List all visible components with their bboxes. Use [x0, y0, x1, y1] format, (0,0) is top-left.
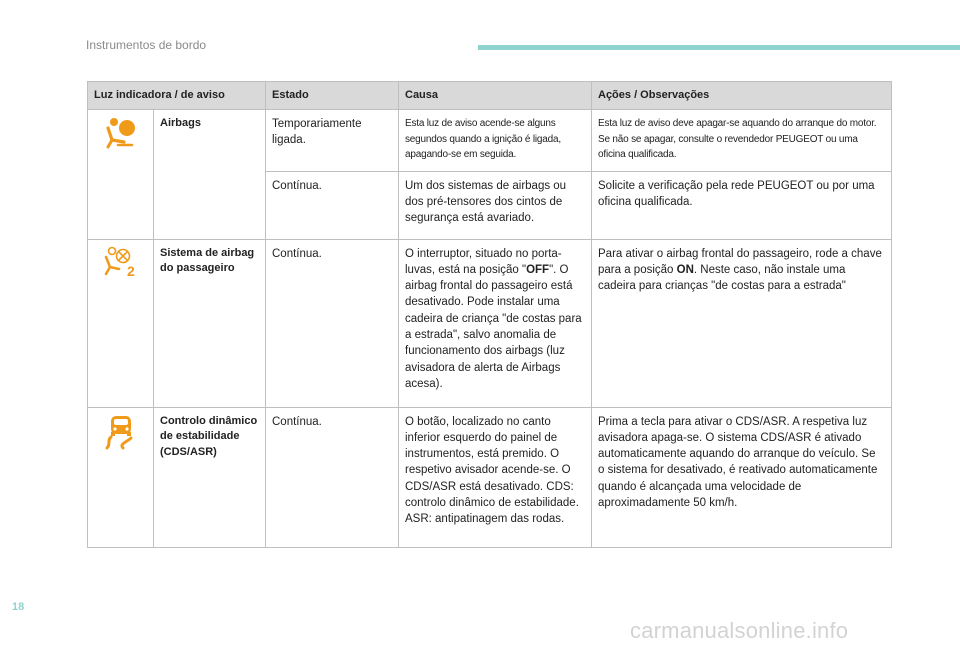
action-cell: Prima a tecla para ativar o CDS/ASR. A respetiva luz avisadora apaga-se. O sistema CDS/ASR é ativado automaticamente aquando do arranque do veículo. Se o sistema for desativado, é reativado automaticamente quando é alcançada uma velocidade de aproximadamente 50 km/h.: [592, 407, 892, 547]
lamp-cell: [88, 407, 154, 547]
action-cell: Esta luz de aviso deve apagar-se aquando do arranque do motor. Se não se apagar, consulte o revendedor PEUGEOT ou uma oficina qualificada.: [592, 110, 892, 172]
state-cell: Contínua.: [266, 239, 399, 407]
lamp-name: Airbags: [154, 110, 266, 240]
watermark: carmanualsonline.info: [630, 618, 849, 643]
column-header-cause: Causa: [399, 82, 592, 110]
table-header-row: [88, 82, 892, 110]
table-row: [88, 110, 892, 172]
page-number: 18: [12, 601, 25, 613]
section-title: Instrumentos de bordo: [86, 38, 207, 52]
cause-cell: O interruptor, situado no porta-luvas, está na posição "OFF". O airbag frontal do passageiro está desativado. Pode instalar uma cadeira de criança "de costas para a estrada", salvo anomalia de funcionamento dos airbags (luz avisadora de alerta de Airbags acesa).: [399, 239, 592, 407]
cause-cell: Um dos sistemas de airbags ou dos pré-tensores dos cintos de segurança está avariado.: [399, 171, 592, 239]
column-header-action: Ações / Observações: [592, 82, 892, 110]
state-cell: Contínua.: [266, 407, 399, 547]
cause-cell: O botão, localizado no canto inferior esquerdo do painel de instrumentos, está premido. O respetivo avisador acende-se. O CDS/ASR está desativado. CDS: controlo dinâmico de estabilidade. ASR: antipatinagem das rodas.: [399, 407, 592, 547]
column-header-lamp: Luz indicadora / de aviso: [88, 82, 266, 110]
lamp-cell: [88, 110, 154, 240]
column-header-state: Estado: [266, 82, 399, 110]
passenger-airbag-off-icon: [103, 246, 139, 283]
state-cell: Temporariamente ligada.: [266, 110, 399, 172]
table-row: [88, 407, 892, 547]
header-accent-bar: [478, 45, 960, 50]
cause-cell: Esta luz de aviso acende-se alguns segundos quando a ignição é ligada, apagando-se em seguida.: [399, 110, 592, 172]
lamp-name: Controlo dinâmico de estabilidade (CDS/ASR): [154, 407, 266, 547]
svg-text:2: 2: [126, 262, 135, 278]
state-cell: Contínua.: [266, 171, 399, 239]
table-row: [88, 239, 892, 407]
action-cell: Para ativar o airbag frontal do passageiro, rode a chave para a posição ON. Neste caso, não instale uma cadeira para crianças "de costas para a estrada": [592, 239, 892, 407]
lamp-cell: [88, 239, 154, 407]
action-cell: Solicite a verificação pela rede PEUGEOT ou por uma oficina qualificada.: [592, 171, 892, 239]
lamp-name: Sistema de airbag do passageiro: [154, 239, 266, 407]
stability-control-icon: [103, 414, 139, 455]
warning-lamps-table: [87, 81, 892, 548]
airbag-warning-icon: [104, 116, 138, 155]
